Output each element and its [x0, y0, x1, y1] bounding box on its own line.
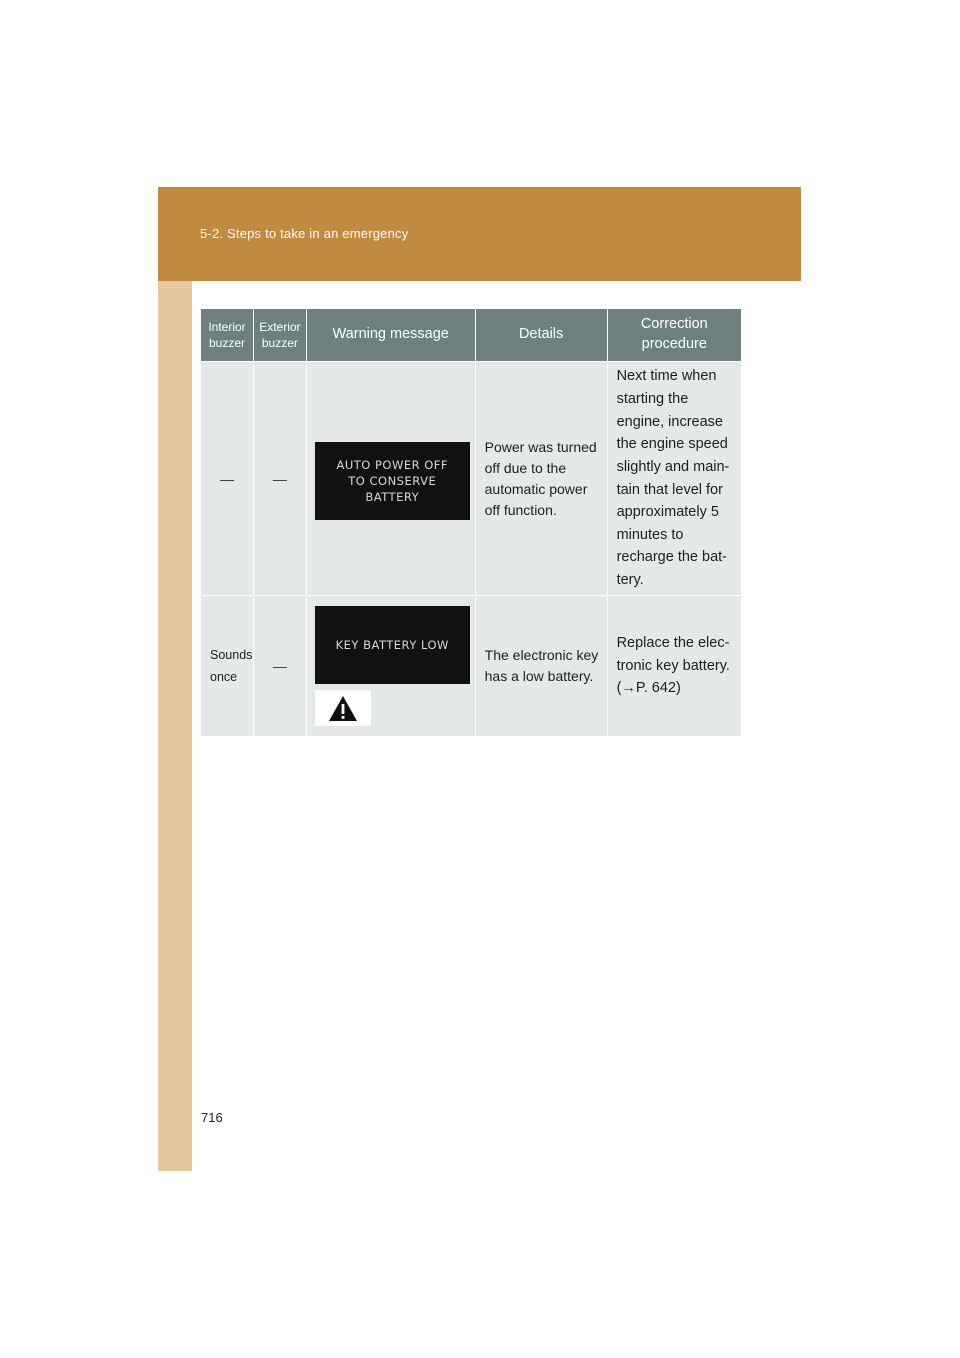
col-details-label: Details [518, 326, 564, 343]
message-wrap [307, 596, 475, 736]
cell-message [306, 596, 475, 737]
table-header-row [201, 309, 741, 362]
correction-text: Next time when starting the engine, increase the engine speed slightly and main-tain that level for approximately 5 minutes to recharge the bat-tery. [616, 368, 730, 588]
warning-table [201, 309, 741, 736]
exterior-value: — [272, 658, 287, 674]
cell-interior [201, 362, 253, 596]
table-row [201, 362, 741, 596]
col-correction [607, 309, 741, 362]
interior-value: Sounds once [210, 647, 253, 684]
cell-exterior [253, 596, 306, 737]
side-strip [158, 281, 192, 1171]
col-exterior-buzzer [253, 309, 306, 362]
col-interior-buzzer [201, 309, 253, 362]
col-message-label: Warning message [332, 326, 449, 343]
cell-exterior [253, 362, 306, 596]
interior-value: — [219, 470, 234, 487]
col-exterior-label: Exterior buzzer [259, 319, 301, 350]
col-warning-message [306, 309, 475, 362]
cell-interior [201, 596, 253, 737]
table-row [201, 596, 741, 737]
display-screen: KEY BATTERY LOW [315, 606, 470, 684]
correction-text: Replace the elec-tronic key battery. (→P. 642) [616, 635, 730, 697]
cell-details [475, 362, 607, 596]
col-interior-label: Interior buzzer [208, 319, 246, 350]
cell-correction [607, 596, 741, 737]
cell-correction [607, 362, 741, 596]
page-number: 716 [201, 1110, 223, 1125]
details-text: Power was turned off due to the automatic power off function. [484, 438, 597, 518]
warning-triangle-icon [315, 690, 371, 726]
cell-details [475, 596, 607, 737]
message-wrap [307, 362, 475, 595]
exterior-value: — [272, 470, 287, 487]
col-correction-label: Correction procedure [640, 316, 708, 352]
cell-message [306, 362, 475, 596]
details-text: The electronic key has a low battery. [484, 647, 599, 684]
col-details [475, 309, 607, 362]
display-screen: AUTO POWER OFF TO CONSERVE BATTERY [315, 442, 470, 520]
section-title: 5-2. Steps to take in an emergency [200, 226, 409, 241]
chapter-header-band [158, 187, 801, 281]
